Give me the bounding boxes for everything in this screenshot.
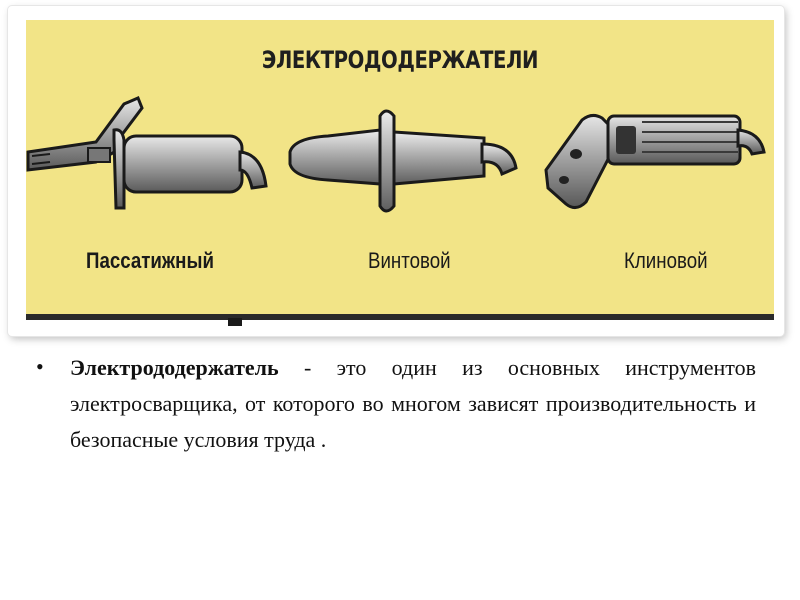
figure-title: ЭЛЕКТРОДОДЕРЖАТЕЛИ bbox=[261, 46, 539, 74]
figure-panel bbox=[26, 20, 774, 320]
wedge-holder-illustration bbox=[542, 90, 772, 230]
bullet-paragraph bbox=[70, 350, 756, 458]
tool-label-plier: Пассатижный bbox=[86, 248, 214, 273]
tool-label-wedge: Клиновой bbox=[624, 248, 708, 273]
screw-holder-illustration bbox=[288, 102, 528, 232]
bullet-item bbox=[36, 350, 756, 458]
bullet-term: Электрододержатель bbox=[70, 355, 279, 380]
bullet-dot-icon: • bbox=[36, 354, 44, 379]
tool-label-screw: Винтовой bbox=[368, 248, 451, 273]
bullet-definition: - это один из основных инструментов электросварщика, от которого во многом зависят производительность и безопасные условия труда . bbox=[70, 355, 756, 452]
plier-holder-illustration bbox=[26, 90, 276, 230]
figure-bottom-tab bbox=[228, 318, 242, 326]
